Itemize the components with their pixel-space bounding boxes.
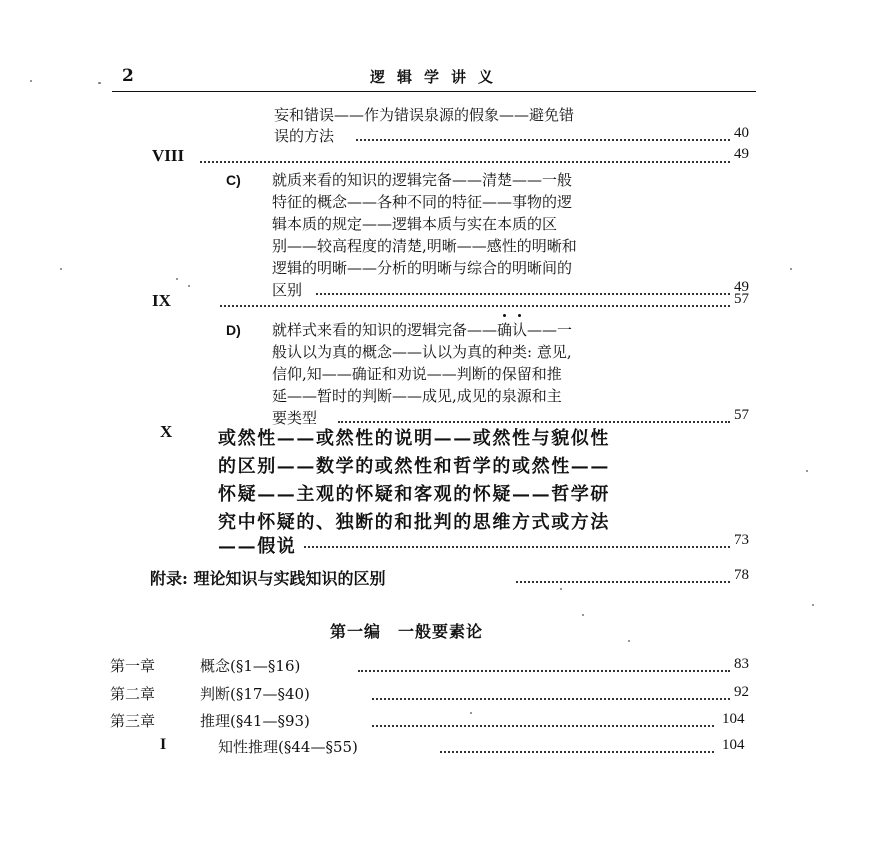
entry-d-label: D) (226, 322, 241, 338)
entry-d-line-1-text: 就样式来看的知识的逻辑完备—— (272, 321, 498, 339)
entry-d-line-1 (272, 319, 572, 340)
section-x-line-2: 的区别——数学的或然性和哲学的或然性—— (218, 456, 610, 477)
entry-d-line-2: 般认以为真的概念——认以为真的种类: 意见, (272, 343, 572, 361)
scan-speck (790, 268, 792, 270)
part-heading: 第一编 一般要素论 (330, 622, 484, 641)
subsection-i-number: I (160, 736, 167, 753)
header-rule (112, 91, 756, 92)
scan-speck (470, 712, 472, 714)
section-viii-page: 49 (734, 146, 749, 162)
emphasis-dot-char: 认 (512, 321, 528, 339)
section-x-line-5: ——假说 (218, 536, 297, 557)
chapter-3-page: 104 (722, 711, 745, 727)
entry-c-line-3: 辑本质的规定——逻辑本质与实在本质的区 (272, 215, 558, 233)
section-ix-page: 57 (734, 291, 749, 307)
entry-d-line-3: 信仰,知——确证和劝说——判断的保留和推 (272, 365, 562, 383)
entry-c-line-4: 别——较高程度的清楚,明晰——感性的明晰和 (272, 237, 577, 255)
entry-c-line-5: 逻辑的明晰——分析的明晰与综合的明晰间的 (272, 259, 573, 277)
scan-speck (60, 268, 62, 270)
scan-speck (628, 640, 630, 642)
leader-dots (356, 139, 730, 141)
cont-line-2: 误的方法 (274, 127, 335, 145)
chapter-3-label: 第三章 (110, 712, 156, 730)
entry-c-page: 49 (734, 279, 749, 295)
section-x-page: 73 (734, 532, 749, 548)
running-title: 逻辑学讲义 (370, 68, 506, 86)
chapter-2-title: 判断(§17—§40) (200, 685, 310, 703)
scan-speck (30, 80, 32, 82)
section-viii-number: VIII (152, 146, 185, 165)
entry-c-line-2: 特征的概念——各种不同的特征——事物的逻 (272, 193, 573, 211)
section-x-number: X (160, 422, 173, 441)
emphasis-dot-char: 确 (497, 321, 513, 339)
chapter-1-page: 83 (734, 656, 749, 672)
leader-dots (516, 581, 730, 583)
section-x-line-4: 究中怀疑的、独断的和批判的思维方式或方法 (218, 512, 610, 533)
subsection-i-page: 104 (722, 737, 745, 753)
appendix-title: 附录: 理论知识与实践知识的区别 (150, 569, 386, 588)
scan-speck (188, 285, 190, 287)
leader-dots (316, 293, 730, 295)
chapter-2-page: 92 (734, 684, 749, 700)
leader-dots (304, 546, 730, 548)
scan-speck (560, 588, 562, 590)
chapter-3-title: 推理(§41—§93) (200, 712, 310, 730)
leader-dots (200, 161, 730, 163)
leader-dots (358, 670, 730, 672)
leader-dots (372, 725, 714, 727)
entry-c-label: C) (226, 172, 241, 188)
leader-dots (440, 751, 714, 753)
cont-line-1: 妄和错误——作为错误泉源的假象——避免错 (274, 106, 575, 124)
leader-dots (372, 698, 730, 700)
chapter-1-title: 概念(§1—§16) (200, 657, 301, 675)
entry-d-page: 57 (734, 407, 749, 423)
chapter-1-label: 第一章 (110, 657, 156, 675)
scan-speck (176, 278, 178, 280)
entry-d-line-5: 要类型 (272, 409, 318, 427)
subsection-i-title: 知性推理(§44—§55) (218, 738, 358, 756)
entry-d-line-4: 延——暂时的判断——成见,成见的泉源和主 (272, 387, 562, 405)
scan-speck (98, 82, 101, 84)
appendix-page: 78 (734, 567, 749, 583)
section-x-line-3: 怀疑——主观的怀疑和客观的怀疑——哲学研 (218, 484, 610, 505)
leader-dots (220, 305, 730, 307)
section-x-line-1: 或然性——或然性的说明——或然性与貌似性 (218, 428, 610, 449)
leader-dots (338, 421, 730, 423)
cont-page: 40 (734, 125, 749, 141)
page-number: 2 (122, 66, 134, 86)
chapter-2-label: 第二章 (110, 685, 156, 703)
entry-c-line-6: 区别 (272, 281, 303, 299)
section-ix-number: IX (152, 291, 171, 310)
entry-d-line-1-tail: ——一 (527, 321, 573, 339)
scan-speck (806, 470, 808, 472)
scan-speck (812, 604, 814, 606)
scan-speck (582, 614, 584, 616)
entry-c-line-1: 就质来看的知识的逻辑完备——清楚——一般 (272, 171, 573, 189)
